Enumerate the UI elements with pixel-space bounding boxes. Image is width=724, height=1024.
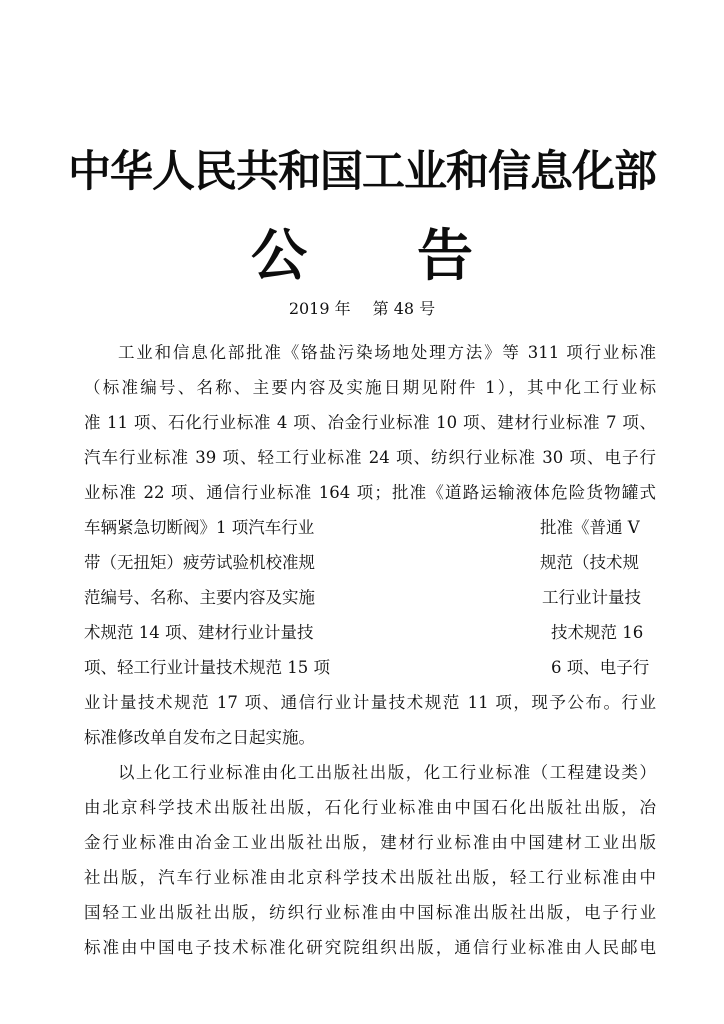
- paragraph-line-fragment: 批准《普通 V: [540, 518, 640, 537]
- paragraph-line: 工业和信息化部批准《铬盐污染场地处理方法》等 311 项行业标准: [118, 343, 656, 362]
- heading-char-gao: 告: [417, 224, 473, 289]
- paragraph-line: 以上化工行业标准由化工出版社出版，化工行业标准（工程建设类）: [118, 763, 656, 782]
- paragraph-line-fragment: 规范（技术规: [540, 553, 639, 572]
- paragraph-line: 标准修改单自发布之日起实施。: [84, 728, 315, 747]
- paragraph-line: （标准编号、名称、主要内容及实施日期见附件 1），其中化工行业标: [84, 378, 656, 397]
- paragraph-line: 汽车行业标准 39 项、轻工行业标准 24 项、纺织行业标准 30 项、电子行: [84, 448, 656, 467]
- paragraph-line-fragment: 术规范 14 项、建材行业计量技: [84, 623, 314, 642]
- document-number: [0, 296, 724, 319]
- paragraph-line-fragment: 车辆紧急切断阀》1 项汽车行业: [84, 518, 315, 537]
- paragraph-line: 业标准 22 项、通信行业标准 164 项；批准《道路运输液体危险货物罐式: [84, 483, 656, 502]
- paragraph-line: 业计量技术规范 17 项、通信行业计量技术规范 11 项，现予公布。行业: [84, 693, 656, 712]
- paragraph-line-fragment: 项、轻工行业计量技术规范 15 项: [84, 658, 330, 677]
- paragraph-line-fragment: 范编号、名称、主要内容及实施: [84, 588, 315, 607]
- paragraph-line-fragment: 技术规范 16: [551, 623, 644, 642]
- announcement-heading: [0, 212, 724, 292]
- doc-year: 2019 年: [288, 299, 351, 318]
- doc-number: 第 48 号: [372, 299, 436, 318]
- paragraph-line: 准 11 项、石化行业标准 4 项、冶金行业标准 10 项、建材行业标准 7 项、: [84, 413, 656, 432]
- paragraph-line-fragment: 带（无扭矩）疲劳试验机校准规: [84, 553, 315, 572]
- heading-char-gong: 公: [251, 224, 307, 289]
- paragraph-line: 金行业标准由冶金工业出版社出版，建材行业标准由中国建材工业出版: [84, 833, 656, 852]
- page-title: 中华人民共和国工业和信息化部: [68, 147, 656, 197]
- paragraph-line: 国轻工业出版社出版，纺织行业标准由中国标准出版社出版，电子行业: [84, 903, 656, 922]
- paragraph-line: 社出版，汽车行业标准由北京科学技术出版社出版，轻工行业标准由中: [84, 868, 656, 887]
- paragraph-line: 由北京科学技术出版社出版，石化行业标准由中国石化出版社出版，冶: [84, 798, 656, 817]
- paragraph-line: 标准由中国电子技术标准化研究院组织出版，通信行业标准由人民邮电: [84, 938, 656, 957]
- paragraph-line-fragment: 6 项、电子行: [551, 658, 650, 677]
- paragraph-line-fragment: 工行业计量技: [542, 588, 641, 607]
